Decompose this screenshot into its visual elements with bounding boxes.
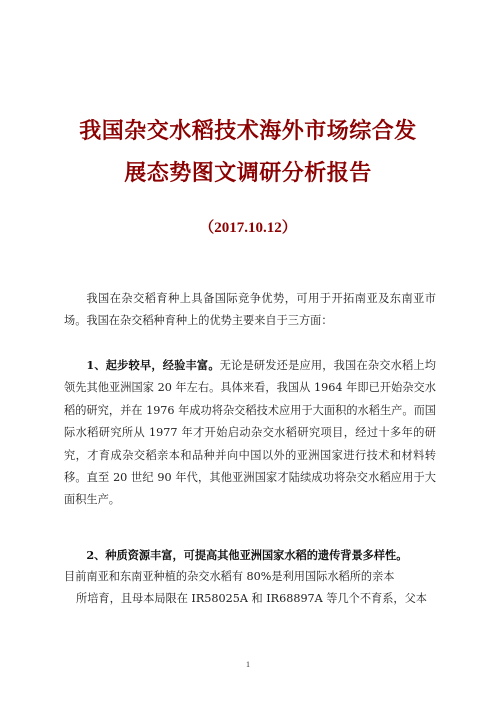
report-title-line2: 展态势图文调研分析报告 — [124, 161, 372, 186]
intro-paragraph: 我国在杂交稻育种上具备国际竞争优势，可用于开拓南亚及东南亚市场。我国在杂交稻种育种上的优势主要来自于三方面： — [64, 292, 436, 328]
point-1-heading: 1、起步较早，经验丰富。 — [86, 358, 220, 372]
point-1-body: 无论是研发还是应用，我国在杂交水稻上均领先其他亚洲国家 20 年左右。具体来看，我国从 1964 年即已开始杂交水稻的研究，并在 1976 年成功将杂交稻技术应用于大面积的水稻生产。而国际水稻研究所从 1977 年才开始启动杂交水稻研究项目，经过十多年的研究，才育成杂交稻亲本和品种并向中国以外的亚洲国家进行技术和材料转移。直至 20 世纪 90 年代，其他亚洲国家才陆续成功将杂交水稻应用于大面积生产。 — [64, 359, 436, 507]
point-2-line-2: 所培育，且母本局限在 IR58025A 和 IR68897A 等几个不育系，父本 — [76, 592, 427, 606]
point-2-line-1: 目前南亚和东南亚种植的杂交水稻有 80%是利用国际水稻所的亲本 — [64, 570, 395, 583]
report-title-line1: 我国杂交水稻技术海外市场综合发 — [79, 119, 417, 144]
report-date: （2017.10.12） — [199, 220, 297, 236]
point-1-paragraph — [64, 354, 436, 512]
point-2-body — [64, 566, 436, 611]
page-number: 1 — [246, 660, 250, 669]
point-2-heading: 2、种质资源丰富，可提高其他亚洲国家水稻的遗传背景多样性。 — [86, 548, 408, 562]
